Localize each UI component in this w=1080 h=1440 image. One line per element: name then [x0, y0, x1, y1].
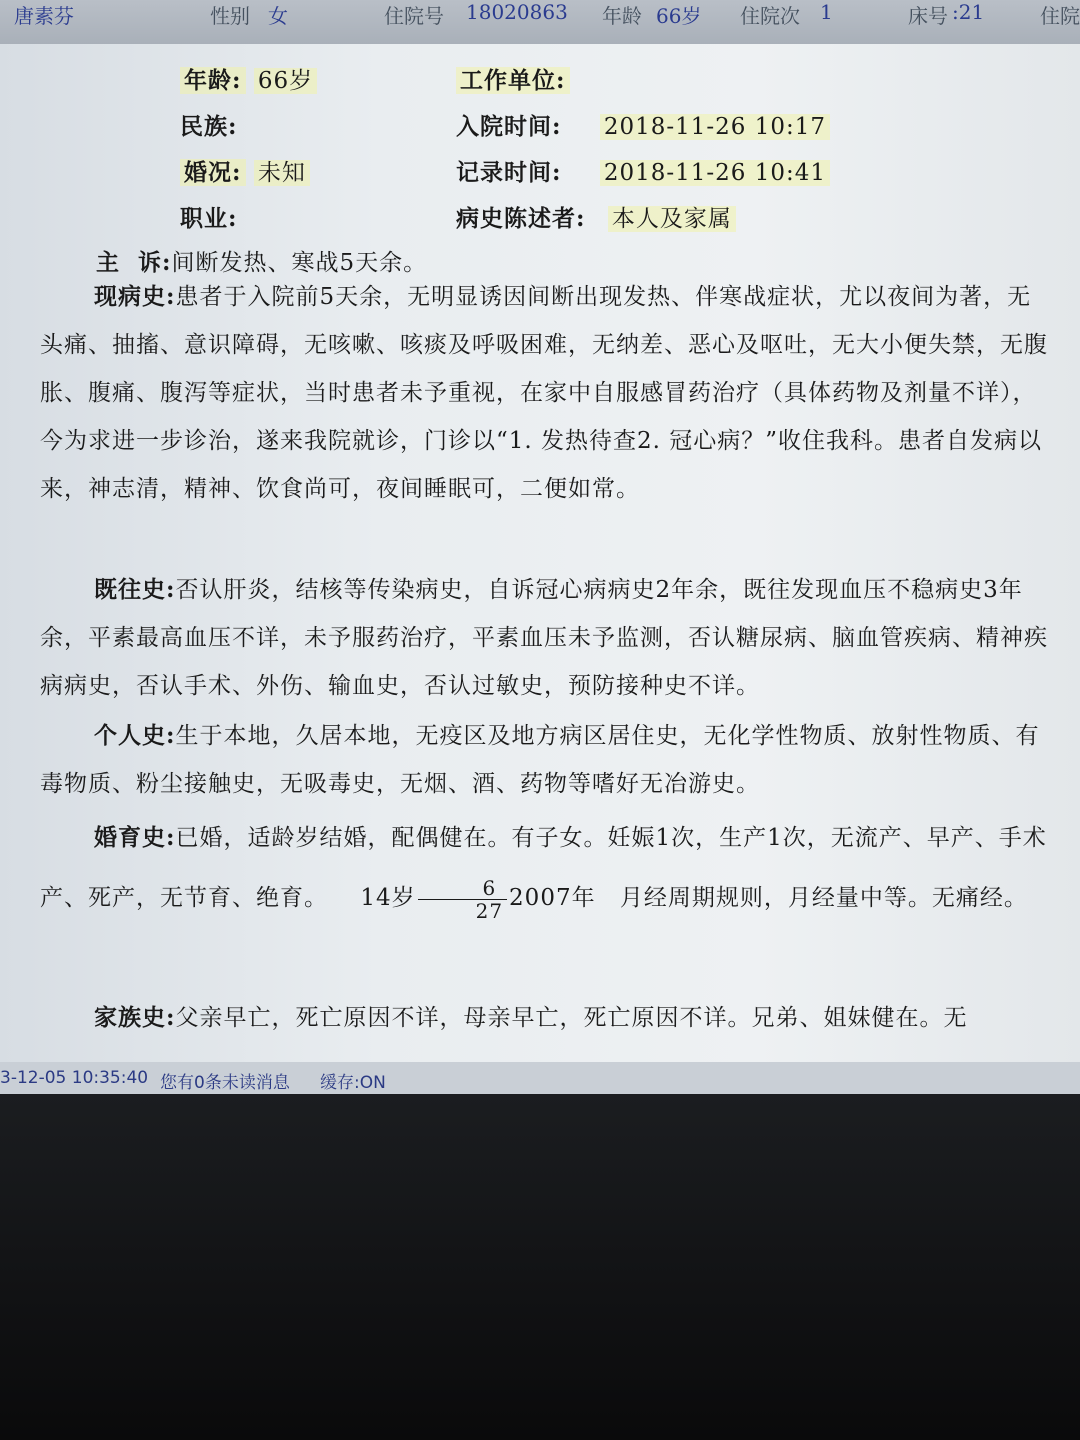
present-illness-text: 患者于入院前5天余，无明显诱因间断出现发热、伴寒战症状，尤以夜间为著，无头痛、抽搐、意识障碍，无咳嗽、咳痰及呼吸困难，无纳差、恶心及呕吐，无大小便失禁，无腹胀、腹痛、腹泻等症状，当时患者未予重视，在家中自服感冒药治疗（具体药物及剂量不详），今为求进一步诊治，遂来我院就诊，门诊以“1. 发热待查2. 冠心病？”收住我科。患者自发病以来，神志清，精神、饮食尚可，夜间睡眠可，二便如常。	[40, 284, 1048, 502]
admission-no-value: 18020863	[466, 0, 568, 24]
info-ethnicity-label: 民族:	[180, 113, 238, 140]
gender-label: 性别	[210, 4, 250, 28]
family-history-label: 家族史:	[94, 1004, 176, 1031]
age-value: 66岁	[656, 4, 702, 28]
past-history-paragraph	[40, 566, 1050, 710]
status-bar	[0, 1062, 1080, 1094]
present-illness-paragraph	[40, 273, 1050, 513]
info-ethnicity	[180, 108, 238, 141]
info-narrator-label: 病史陈述者:	[456, 205, 586, 232]
info-marital-label: 婚况:	[180, 159, 246, 186]
info-narrator-value: 本人及家属	[608, 206, 736, 232]
unread-messages-link[interactable]: 您有0条未读消息	[160, 1073, 290, 1093]
menses-cycle: 27	[475, 898, 504, 923]
chief-complaint-label: 主 诉:	[96, 249, 172, 276]
info-age	[180, 62, 317, 95]
patient-name: 唐素芬	[14, 4, 74, 28]
info-record-time	[456, 154, 830, 187]
past-history-text: 否认肝炎，结核等传染病史，自诉冠心病病史2年余，既往发现血压不稳病史3年余，平素最高血压不详，未予服药治疗，平素血压未予监测，否认糖尿病、脑血管疾病、精神疾病病史，否认手术、外伤、输血史，否认过敏史，预防接种史不详。	[40, 577, 1048, 699]
visit-value: 1	[820, 0, 833, 24]
bed-label: 床号	[908, 4, 948, 28]
info-age-label: 年龄:	[180, 67, 246, 94]
info-workplace	[456, 62, 570, 95]
present-illness-label: 现病史:	[94, 283, 176, 310]
info-record-time-value: 2018-11-26 10:41	[600, 160, 830, 186]
personal-history-label: 个人史:	[94, 722, 176, 749]
marriage-history-text: 已婚，适龄岁结婚，配偶健在。有子女。妊娠1次，生产1次，无流产、早产、手术产、死产，无节育、绝育。	[40, 825, 1047, 911]
family-history-paragraph	[40, 994, 1050, 1042]
info-occupation-label: 职业:	[180, 205, 238, 232]
info-admit-time-label: 入院时间:	[456, 113, 562, 140]
menarche-age: 14岁	[360, 885, 416, 911]
header-overflow-text: 住院	[1040, 4, 1080, 28]
marriage-history-label: 婚育史:	[94, 824, 176, 851]
personal-history-text: 生于本地，久居本地，无疫区及地方病区居住史，无化学性物质、放射性物质、有毒物质、粉尘接触史，无吸毒史，无烟、酒、药物等嗜好无冶游史。	[40, 723, 1040, 797]
info-record-time-label: 记录时间:	[456, 159, 562, 186]
info-occupation	[180, 200, 238, 233]
status-datetime: 3-12-05 10:35:40	[0, 1068, 149, 1088]
age-label: 年龄	[602, 4, 642, 28]
gender-value: 女	[268, 4, 288, 28]
medical-record-document	[0, 44, 1080, 1062]
menses-days: 6	[418, 877, 507, 900]
info-age-value: 66岁	[254, 68, 317, 94]
chief-complaint-text: 间断发热、寒战5天余。	[171, 250, 428, 276]
marriage-history-paragraph	[40, 808, 1050, 928]
patient-header-bar	[0, 0, 1080, 44]
marriage-history-tail: 月经周期规则，月经量中等。无痛经。	[619, 885, 1028, 911]
family-history-text: 父亲早亡，死亡原因不详，母亲早亡，死亡原因不详。兄弟、姐妹健在。无	[175, 1005, 968, 1031]
info-admit-time	[456, 108, 830, 141]
info-marital	[180, 154, 310, 187]
monitor-bezel	[0, 1094, 1080, 1440]
info-workplace-label: 工作单位:	[456, 67, 570, 94]
past-history-label: 既往史:	[94, 576, 176, 603]
cache-status: 缓存:ON	[320, 1073, 386, 1093]
admission-no-label: 住院号	[384, 4, 444, 28]
bed-value: :21	[952, 0, 985, 24]
menopause-year: 2007年	[509, 885, 596, 911]
menstrual-fraction	[418, 877, 507, 922]
visit-label: 住院次	[740, 4, 800, 28]
info-narrator	[456, 200, 736, 233]
info-admit-time-value: 2018-11-26 10:17	[600, 114, 830, 140]
info-marital-value: 未知	[254, 160, 310, 186]
personal-history-paragraph	[40, 712, 1050, 808]
